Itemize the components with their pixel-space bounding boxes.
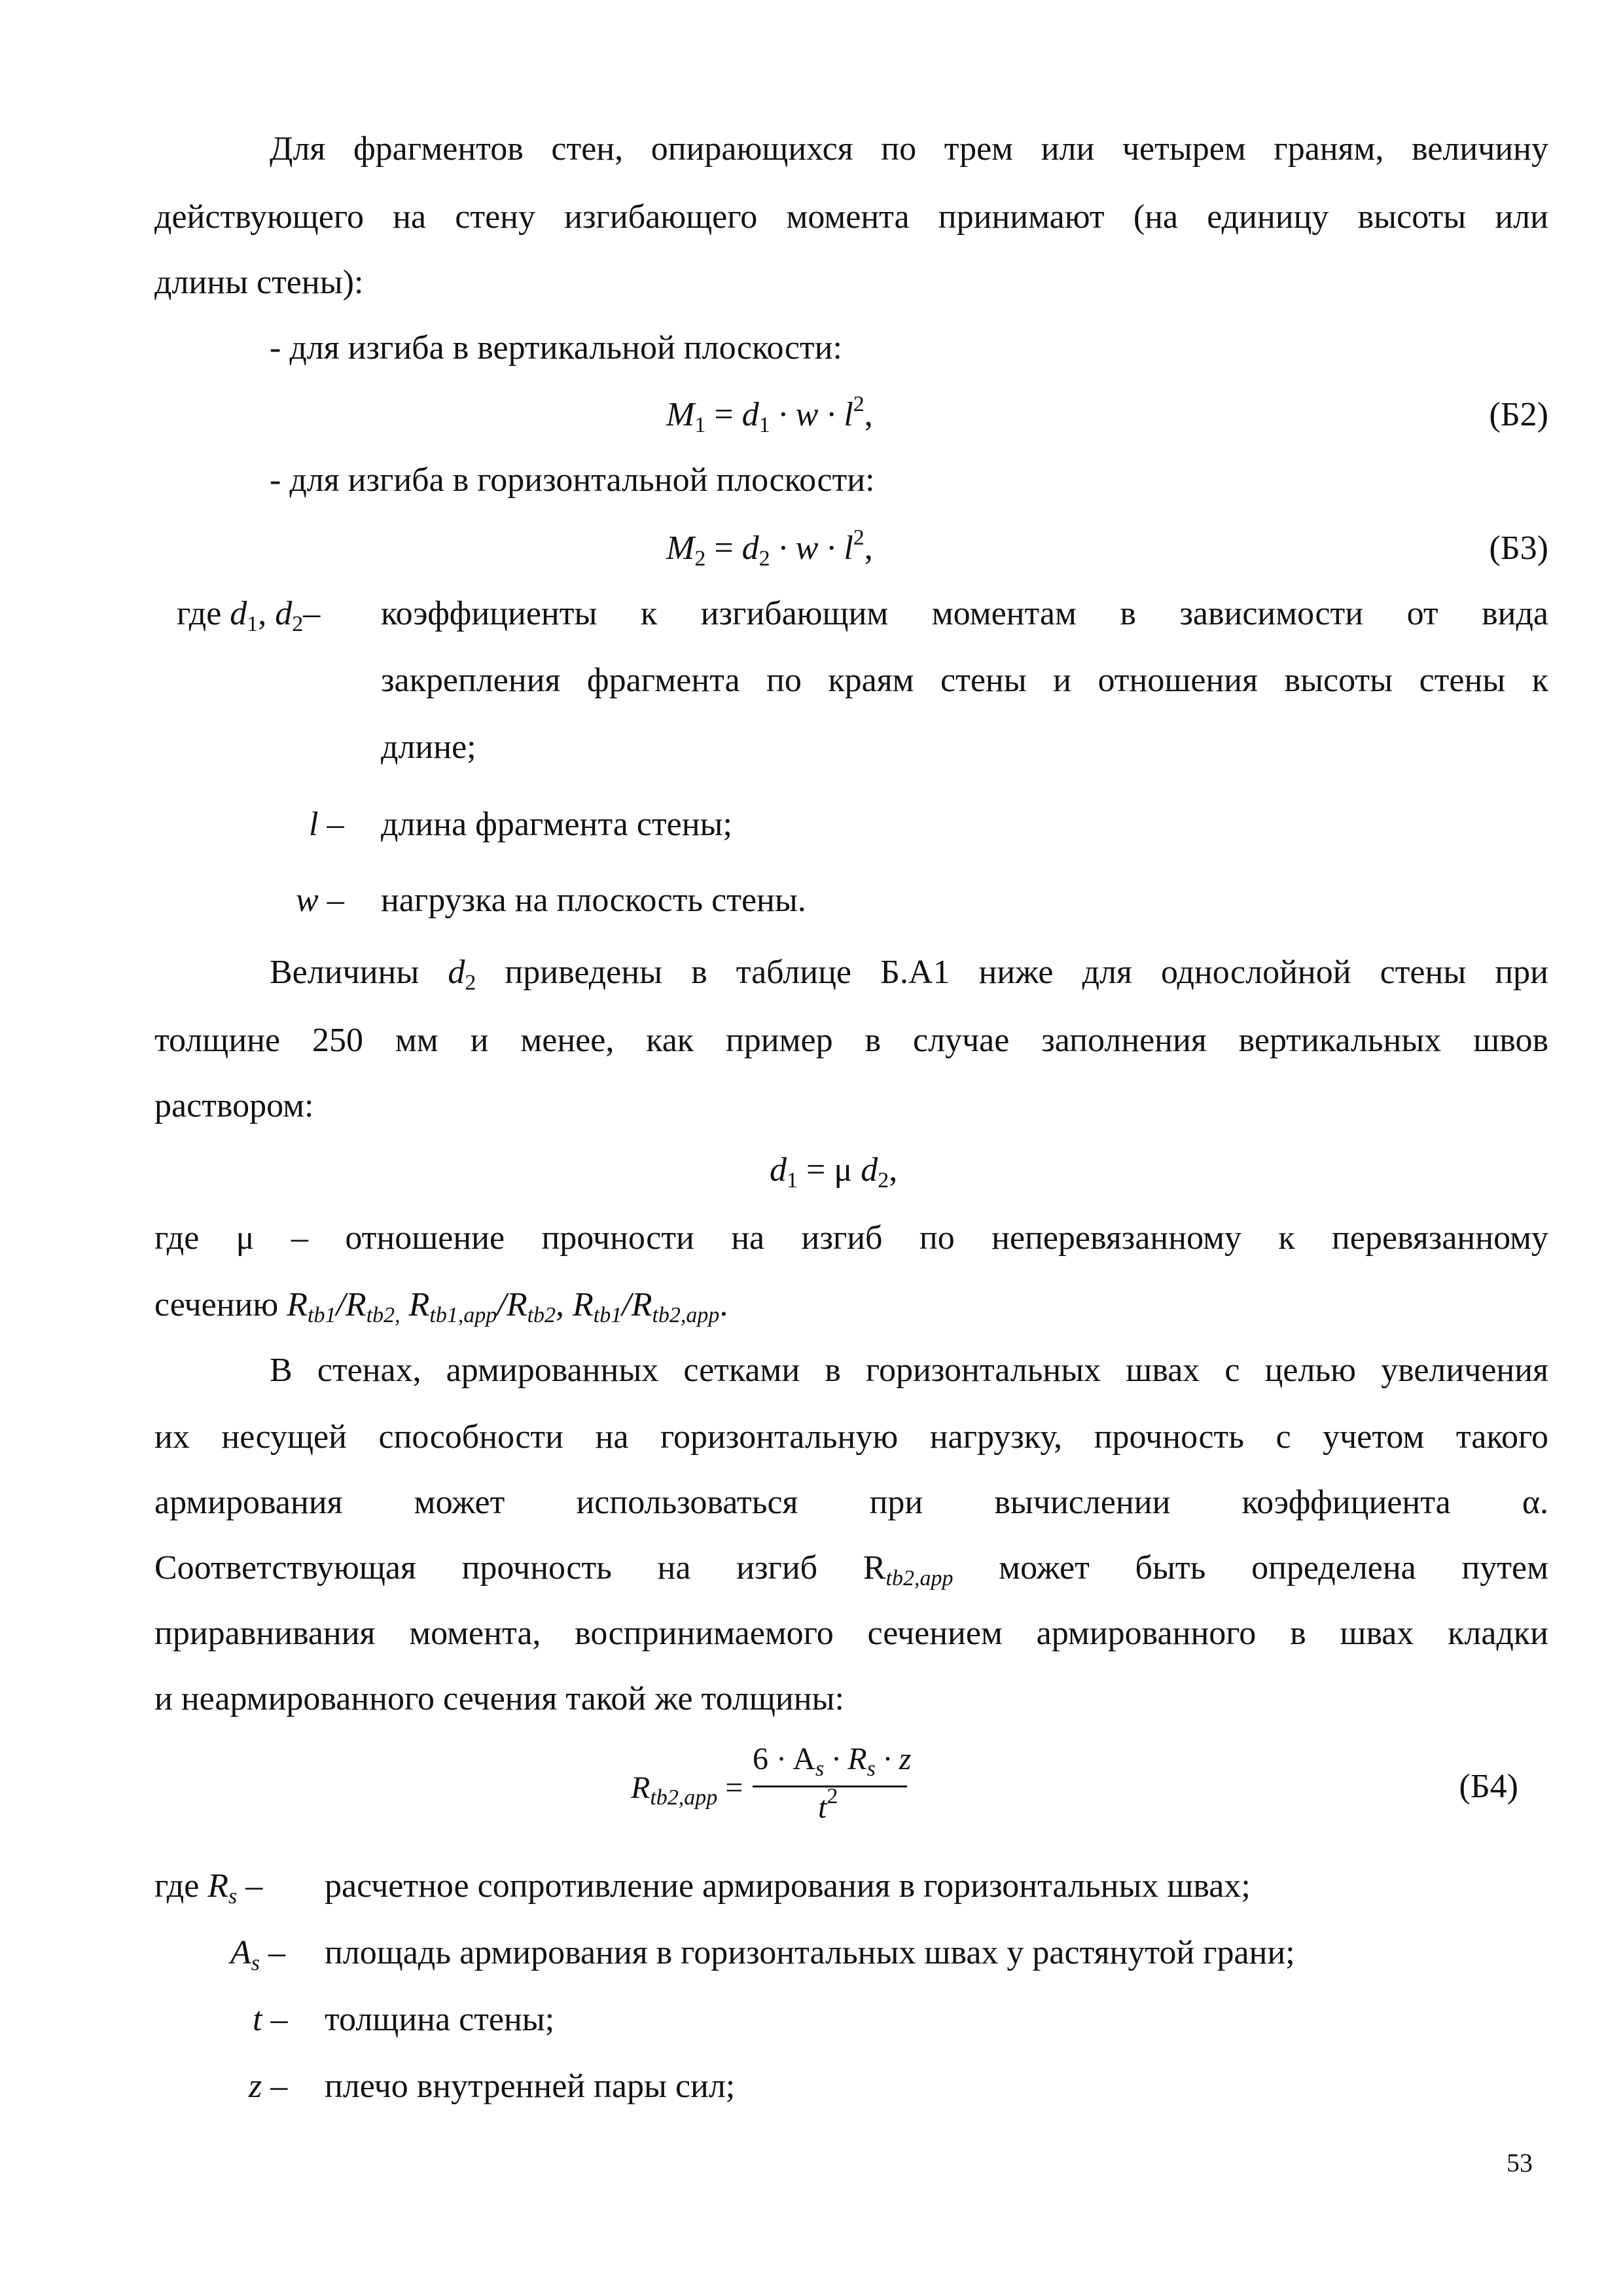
def-d-text-line2: закрепления фрагмента по краям стены и отношения высоты стены к xyxy=(381,662,1548,699)
page-number: 53 xyxy=(1507,2148,1533,2178)
def-w-text: нагрузка на плоскость стены. xyxy=(381,882,806,919)
fraction-denominator: $t^2$ xyxy=(818,1784,838,1825)
def-d-text-line1: коэффициенты к изгибающим моментам в зависимости от вида xyxy=(381,595,1548,632)
def-l-term: l – xyxy=(309,806,344,843)
def-d-term: где $d_1$, $d_2-$ xyxy=(177,595,321,636)
def-d-text-line3: длине; xyxy=(381,728,476,766)
equation-b4-fraction xyxy=(753,1741,910,1833)
equation-b2: $M_1 = d_1 \cdot w \cdot l^2$, xyxy=(666,392,873,437)
para3-line4: Соответствующая прочность на изгиб $R_{tb2,app}$ может быть определена путем xyxy=(154,1549,1549,1590)
def-t-term: t – xyxy=(253,2001,288,2038)
equation-mu: $d_1 = \mu$ $d_2$, xyxy=(770,1151,898,1193)
para3-line2: их несущей способности на горизонтальную нагрузку, прочность с учетом такого xyxy=(154,1418,1548,1456)
case-horizontal-text: - для изгиба в горизонтальной плоскости: xyxy=(270,461,875,499)
equation-b2-label: (Б2) xyxy=(1489,396,1548,433)
def-z-text: плечо внутренней пары сил; xyxy=(325,2068,736,2105)
equation-b3-label: (Б3) xyxy=(1489,529,1548,567)
para3-line5: приравнивания момента, воспринимаемого сечением армированного в швах кладки xyxy=(154,1615,1548,1652)
def-as-text: площадь армирования в горизонтальных швах у растянутой грани; xyxy=(325,1934,1295,1971)
para2-line2: толщине 250 мм и менее, как пример в случае заполнения вертикальных швов xyxy=(154,1022,1548,1059)
def-w-term: w – xyxy=(296,882,344,919)
def-t-text: толщина стены; xyxy=(325,2001,555,2038)
equation-b3: $M_2 = d_2 \cdot w \cdot l^2$, xyxy=(666,526,873,571)
para1-line3: длины стены): xyxy=(154,264,364,301)
para1-line1: Для фрагментов стен, опирающихся по трем или четырем граням, величину xyxy=(270,130,1548,168)
def-as-term: $A_s$ – xyxy=(230,1934,285,1975)
fraction-numerator: $6 \cdot A_s \cdot R_s \cdot z$ xyxy=(753,1742,912,1781)
mu-def-line1: где μ – отношение прочности на изгиб по неперевязанному к перевязанному xyxy=(154,1219,1548,1257)
para2-line3: раствором: xyxy=(154,1087,314,1124)
def-rs-term: где $R_s$ – xyxy=(154,1867,263,1909)
para3-line3: армирования может использоваться при вычислении коэффициента α. xyxy=(154,1484,1549,1521)
def-rs-text: расчетное сопротивление армирования в горизонтальных швах; xyxy=(325,1867,1251,1905)
mu-def-line2: сечению $R_{tb1}/R_{tb2,}$ $R_{tb1,app}/R_{tb2}$, $R_{tb1}/R_{tb2,app}$. xyxy=(154,1286,728,1327)
equation-b4-label: (Б4) xyxy=(1459,1768,1518,1805)
para2-line1: Величины $d_2$ приведены в таблице Б.А1 ниже для однослойной стены при xyxy=(270,954,1548,995)
para1-line2: действующего на стену изгибающего момента принимают (на единицу высоты или xyxy=(154,198,1548,236)
para3-line6: и неармированного сечения такой же толщины: xyxy=(154,1680,844,1717)
para3-line1: В стенах, армированных сетками в горизонтальных швах с целью увеличения xyxy=(270,1352,1548,1389)
def-l-text: длина фрагмента стены; xyxy=(381,806,732,843)
equation-b4-lhs: $R_{tb2,app}$ = xyxy=(631,1770,743,1810)
def-z-term: z – xyxy=(249,2068,288,2105)
case-vertical-text: - для изгиба в вертикальной плоскости: xyxy=(270,329,842,367)
